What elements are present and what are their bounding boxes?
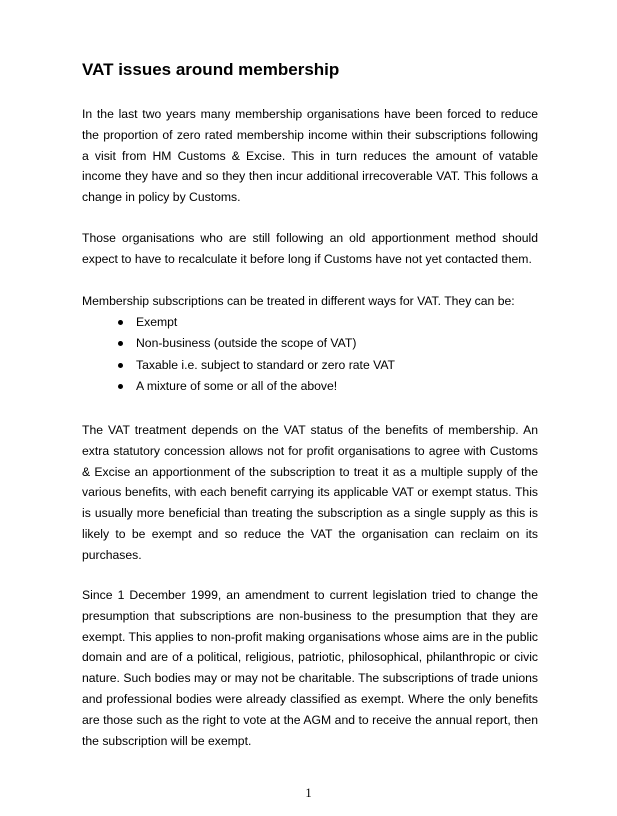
paragraph-apportionment-method: Those organisations who are still following an old apportionment method should expect to have to recalculate it before long if Customs have not yet contacted them. bbox=[82, 231, 538, 266]
paragraph-legislation-amendment: Since 1 December 1999, an amendment to current legislation tried to change the presumption that subscriptions are non-business to the presumption that they are exempt. This applies to non-profit making organisations whose aims are in the public domain and are of a political, religious, patriotic, philosophical, philanthropic or civic nature. Such bodies may or may not be charitable. The subscriptions of trade unions and professional bodies were already classified as exempt. Where the only benefits are those such as the right to vote at the AGM and to receive the annual report, then the subscription will be exempt. bbox=[82, 588, 538, 748]
paragraph-zero-rated-income: In the last two years many membership organisations have been forced to reduce the proportion of zero rated membership income within their subscriptions following a visit from HM Customs & Excise. This in turn reduces the amount of vatable income they have and so they then incur additional irrecoverable VAT. This follows a change in policy by Customs. bbox=[82, 107, 538, 205]
list-item bbox=[118, 355, 395, 376]
bullet-icon bbox=[118, 341, 123, 346]
document-title: VAT issues around membership bbox=[82, 60, 340, 79]
list-item-text: Taxable i.e. subject to standard or zero rate VAT bbox=[136, 357, 395, 372]
paragraph-subscription-treatments-intro: Membership subscriptions can be treated in different ways for VAT. They can be: bbox=[82, 294, 515, 308]
list-item-text: A mixture of some or all of the above! bbox=[136, 378, 338, 393]
bullet-icon bbox=[118, 384, 123, 389]
list-item-text: Exempt bbox=[136, 315, 178, 329]
bullet-icon bbox=[118, 320, 123, 325]
list-item bbox=[118, 333, 395, 354]
list-item bbox=[118, 376, 395, 397]
list-item bbox=[118, 312, 395, 333]
list-item-text: Non-business (outside the scope of VAT) bbox=[136, 336, 357, 351]
vat-treatment-list bbox=[118, 312, 395, 397]
bullet-icon bbox=[118, 363, 123, 368]
paragraph-vat-treatment: The VAT treatment depends on the VAT status of the benefits of membership. An extra statutory concession allows not for profit organisations to agree with Customs & Excise an apportionment of the subscription to treat it as a multiple supply of the various benefits, with each benefit carrying its applicable VAT or exempt status. This is usually more beneficial than treating the subscription as a single supply as this is likely to be exempt and so reduce the VAT the organisation can reclaim on its purchases. bbox=[82, 423, 538, 562]
page-number: 1 bbox=[305, 786, 312, 800]
